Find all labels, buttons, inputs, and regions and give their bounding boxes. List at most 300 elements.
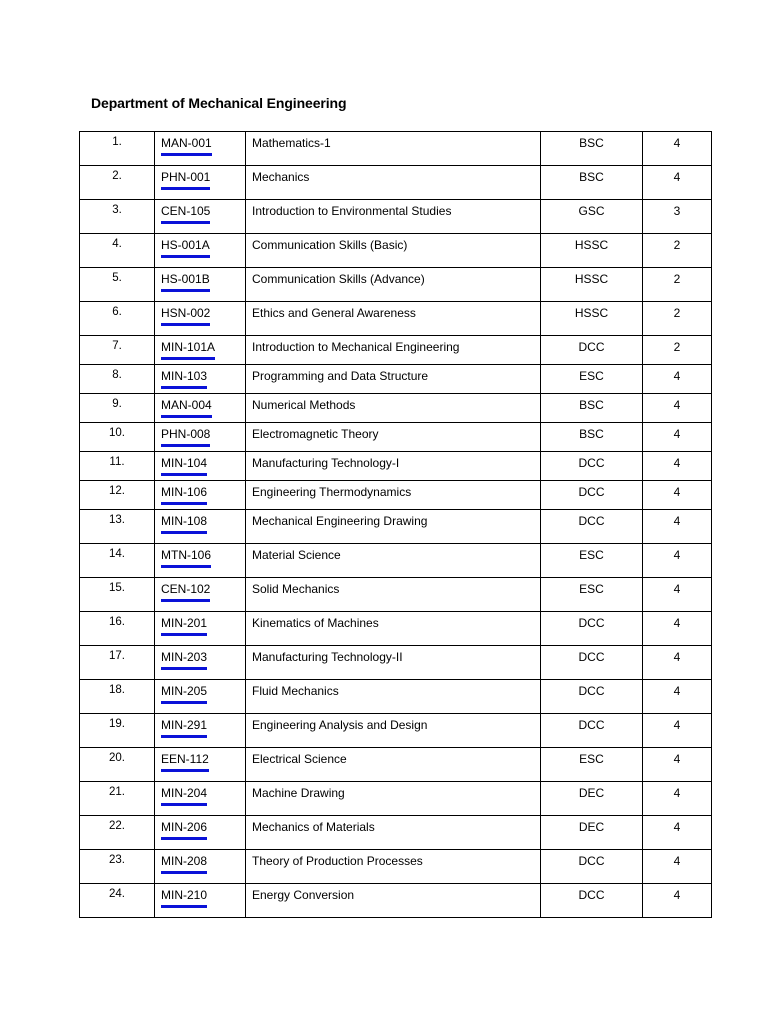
course-credits-cell — [643, 365, 712, 394]
table-row — [80, 612, 712, 646]
course-title-cell — [246, 544, 541, 578]
course-category-cell — [541, 544, 643, 578]
course-category-cell-text: ESC — [579, 369, 604, 383]
course-category-cell — [541, 132, 643, 166]
course-credits-cell-text: 4 — [673, 888, 681, 902]
course-code-link[interactable] — [161, 782, 207, 806]
row-number-cell-text: 8. — [112, 369, 122, 381]
row-number-cell-text: 6. — [112, 306, 122, 318]
course-title-cell-text: Manufacturing Technology-I — [252, 456, 400, 470]
link-underline — [161, 357, 215, 360]
link-underline — [161, 769, 209, 772]
row-number-cell — [80, 748, 155, 782]
course-code-link[interactable] — [161, 544, 211, 568]
link-underline — [161, 187, 210, 190]
course-title-cell — [246, 200, 541, 234]
course-credits-cell-text: 4 — [673, 854, 681, 868]
course-credits-cell-text: 4 — [673, 718, 681, 732]
course-credits-cell — [643, 234, 712, 268]
course-title-cell-text: Fluid Mechanics — [252, 684, 339, 698]
course-title-cell-text: Theory of Production Processes — [252, 854, 423, 868]
course-code-cell — [155, 132, 246, 166]
course-category-cell — [541, 268, 643, 302]
course-code-cell — [155, 578, 246, 612]
course-category-cell — [541, 714, 643, 748]
course-code-cell — [155, 748, 246, 782]
course-title-cell — [246, 884, 541, 918]
course-credits-cell — [643, 782, 712, 816]
course-category-cell-text: ESC — [579, 548, 604, 562]
course-category-cell-text: HSSC — [574, 238, 609, 252]
course-code-cell — [155, 481, 246, 510]
link-underline — [161, 221, 210, 224]
row-number-cell-text: 15. — [109, 582, 125, 594]
course-title-cell-text: Engineering Analysis and Design — [252, 718, 428, 732]
course-credits-cell — [643, 423, 712, 452]
course-credits-cell-text: 2 — [673, 340, 681, 354]
course-credits-cell — [643, 452, 712, 481]
course-title-cell-text: Introduction to Mechanical Engineering — [252, 340, 460, 354]
course-title-cell-text: Numerical Methods — [252, 398, 356, 412]
row-number-cell — [80, 166, 155, 200]
course-credits-cell — [643, 850, 712, 884]
course-category-cell — [541, 302, 643, 336]
row-number-cell-text: 11. — [109, 456, 125, 468]
course-code-text: CEN-102 — [161, 582, 211, 596]
course-code-text: MIN-203 — [161, 650, 208, 664]
course-category-cell-text: DCC — [578, 340, 605, 354]
course-category-cell — [541, 850, 643, 884]
course-category-cell — [541, 166, 643, 200]
row-number-cell — [80, 782, 155, 816]
course-code-cell — [155, 394, 246, 423]
course-code-cell — [155, 452, 246, 481]
course-category-cell — [541, 578, 643, 612]
link-underline — [161, 473, 207, 476]
row-number-cell — [80, 850, 155, 884]
course-code-text: PHN-008 — [161, 427, 211, 441]
course-credits-cell-text: 4 — [673, 786, 681, 800]
course-code-link[interactable] — [161, 884, 207, 908]
course-category-cell-text: DCC — [578, 684, 605, 698]
table-row — [80, 646, 712, 680]
table-row — [80, 132, 712, 166]
link-underline — [161, 735, 207, 738]
course-credits-cell — [643, 646, 712, 680]
link-underline — [161, 323, 210, 326]
course-title-cell-text: Solid Mechanics — [252, 582, 340, 596]
table-row — [80, 816, 712, 850]
course-title-cell-text: Manufacturing Technology-II — [252, 650, 403, 664]
course-code-text: HS-001A — [161, 238, 210, 252]
course-code-cell — [155, 336, 246, 365]
row-number-cell-text: 19. — [109, 718, 125, 730]
row-number-cell-text: 22. — [109, 820, 125, 832]
course-title-cell — [246, 365, 541, 394]
course-code-cell — [155, 268, 246, 302]
course-credits-cell — [643, 816, 712, 850]
course-title-cell-text: Mathematics-1 — [252, 136, 331, 150]
course-code-cell — [155, 365, 246, 394]
course-title-cell — [246, 680, 541, 714]
course-title-cell — [246, 481, 541, 510]
course-code-text: MAN-004 — [161, 398, 212, 412]
link-underline — [161, 289, 210, 292]
table-row — [80, 884, 712, 918]
course-code-text: MIN-210 — [161, 888, 208, 902]
course-code-text: PHN-001 — [161, 170, 211, 184]
course-code-link[interactable] — [161, 336, 215, 360]
course-category-cell — [541, 510, 643, 544]
course-credits-cell — [643, 578, 712, 612]
course-category-cell — [541, 612, 643, 646]
row-number-cell-text: 9. — [112, 398, 122, 410]
course-title-cell-text: Mechanics of Materials — [252, 820, 375, 834]
course-code-text: HS-001B — [161, 272, 210, 286]
course-credits-cell — [643, 394, 712, 423]
course-credits-cell — [643, 714, 712, 748]
course-category-cell — [541, 481, 643, 510]
link-underline — [161, 565, 211, 568]
row-number-cell — [80, 714, 155, 748]
course-credits-cell-text: 4 — [673, 548, 681, 562]
table-row — [80, 365, 712, 394]
table-row — [80, 336, 712, 365]
link-underline — [161, 905, 207, 908]
course-category-cell — [541, 234, 643, 268]
table-row — [80, 302, 712, 336]
link-underline — [161, 701, 207, 704]
course-code-cell — [155, 884, 246, 918]
row-number-cell — [80, 816, 155, 850]
link-underline — [161, 386, 207, 389]
course-title-cell — [246, 612, 541, 646]
course-title-cell-text: Mechanical Engineering Drawing — [252, 514, 428, 528]
table-row — [80, 452, 712, 481]
row-number-cell-text: 2. — [112, 170, 122, 182]
course-credits-cell — [643, 200, 712, 234]
course-code-text: MIN-204 — [161, 786, 208, 800]
course-credits-cell — [643, 336, 712, 365]
course-category-cell-text: HSSC — [574, 272, 609, 286]
row-number-cell-text: 10. — [109, 427, 125, 439]
course-code-text: MIN-104 — [161, 456, 208, 470]
row-number-cell-text: 12. — [109, 485, 125, 497]
table-row — [80, 680, 712, 714]
course-credits-cell — [643, 302, 712, 336]
course-code-link[interactable] — [161, 612, 207, 636]
course-credits-cell-text: 2 — [673, 272, 681, 286]
course-code-text: MIN-101A — [161, 340, 216, 354]
row-number-cell — [80, 268, 155, 302]
course-code-cell — [155, 423, 246, 452]
course-title-cell-text: Communication Skills (Basic) — [252, 238, 408, 252]
course-code-text: MIN-106 — [161, 485, 208, 499]
course-title-cell — [246, 132, 541, 166]
course-code-cell — [155, 200, 246, 234]
course-code-link[interactable] — [161, 714, 207, 738]
row-number-cell — [80, 234, 155, 268]
course-title-cell — [246, 268, 541, 302]
course-title-cell-text: Introduction to Environmental Studies — [252, 204, 452, 218]
course-code-cell — [155, 816, 246, 850]
course-code-link[interactable] — [161, 748, 209, 772]
course-credits-cell — [643, 268, 712, 302]
page-title: Department of Mechanical Engineering — [91, 95, 347, 111]
course-title-cell-text: Material Science — [252, 548, 341, 562]
course-code-text: MIN-205 — [161, 684, 208, 698]
course-code-text: MIN-108 — [161, 514, 208, 528]
course-credits-cell-text: 4 — [673, 427, 681, 441]
course-category-cell — [541, 816, 643, 850]
course-credits-cell — [643, 166, 712, 200]
course-category-cell — [541, 336, 643, 365]
row-number-cell — [80, 336, 155, 365]
table-row — [80, 423, 712, 452]
course-title-cell-text: Ethics and General Awareness — [252, 306, 416, 320]
course-code-link[interactable] — [161, 200, 210, 224]
course-title-cell — [246, 336, 541, 365]
row-number-cell — [80, 394, 155, 423]
course-title-cell — [246, 816, 541, 850]
course-title-cell-text: Electromagnetic Theory — [252, 427, 379, 441]
course-code-link[interactable] — [161, 481, 207, 505]
course-code-cell — [155, 544, 246, 578]
row-number-cell-text: 5. — [112, 272, 122, 284]
table-row — [80, 748, 712, 782]
row-number-cell-text: 16. — [109, 616, 125, 628]
course-code-link[interactable] — [161, 365, 207, 389]
course-category-cell — [541, 423, 643, 452]
course-category-cell-text: ESC — [579, 582, 604, 596]
link-underline — [161, 502, 207, 505]
course-credits-cell-text: 3 — [673, 204, 681, 218]
course-title-cell — [246, 782, 541, 816]
course-code-link[interactable] — [161, 234, 210, 258]
table-row — [80, 268, 712, 302]
course-category-cell-text: DEC — [578, 786, 605, 800]
row-number-cell-text: 1. — [112, 136, 122, 148]
link-underline — [161, 633, 207, 636]
course-title-cell — [246, 510, 541, 544]
course-credits-cell — [643, 544, 712, 578]
course-code-link[interactable] — [161, 850, 207, 874]
course-credits-cell-text: 4 — [673, 616, 681, 630]
course-credits-cell-text: 4 — [673, 170, 681, 184]
course-title-cell-text: Programming and Data Structure — [252, 369, 429, 383]
course-code-text: HSN-002 — [161, 306, 211, 320]
course-category-cell-text: DCC — [578, 485, 605, 499]
course-code-cell — [155, 646, 246, 680]
link-underline — [161, 803, 207, 806]
table-row — [80, 544, 712, 578]
table-row — [80, 200, 712, 234]
course-title-cell-text: Engineering Thermodynamics — [252, 485, 412, 499]
link-underline — [161, 415, 212, 418]
row-number-cell-text: 13. — [109, 514, 125, 526]
link-underline — [161, 444, 210, 447]
table-row — [80, 714, 712, 748]
course-category-cell-text: ESC — [579, 752, 604, 766]
course-code-cell — [155, 850, 246, 884]
link-underline — [161, 871, 207, 874]
row-number-cell-text: 3. — [112, 204, 122, 216]
course-title-cell — [246, 714, 541, 748]
course-category-cell — [541, 394, 643, 423]
course-table-body — [80, 132, 712, 918]
course-title-cell — [246, 302, 541, 336]
course-category-cell-text: DCC — [578, 514, 605, 528]
course-category-cell — [541, 748, 643, 782]
course-credits-cell-text: 4 — [673, 582, 681, 596]
course-code-text: MIN-208 — [161, 854, 208, 868]
row-number-cell-text: 20. — [109, 752, 125, 764]
course-category-cell-text: DEC — [578, 820, 605, 834]
row-number-cell — [80, 578, 155, 612]
course-category-cell — [541, 884, 643, 918]
course-code-text: MIN-206 — [161, 820, 208, 834]
course-credits-cell-text: 4 — [673, 650, 681, 664]
course-title-cell — [246, 423, 541, 452]
link-underline — [161, 153, 212, 156]
course-credits-cell-text: 4 — [673, 820, 681, 834]
course-code-link[interactable] — [161, 816, 207, 840]
course-credits-cell-text: 4 — [673, 369, 681, 383]
row-number-cell — [80, 544, 155, 578]
course-code-link[interactable] — [161, 510, 207, 534]
course-category-cell — [541, 782, 643, 816]
table-row — [80, 481, 712, 510]
row-number-cell-text: 21. — [109, 786, 125, 798]
course-category-cell — [541, 646, 643, 680]
row-number-cell — [80, 452, 155, 481]
course-category-cell-text: DCC — [578, 650, 605, 664]
row-number-cell-text: 18. — [109, 684, 125, 696]
course-category-cell-text: DCC — [578, 718, 605, 732]
course-code-link[interactable] — [161, 452, 207, 476]
course-title-cell-text: Mechanics — [252, 170, 310, 184]
course-category-cell-text: DCC — [578, 888, 605, 902]
row-number-cell — [80, 612, 155, 646]
course-category-cell — [541, 680, 643, 714]
course-code-cell — [155, 510, 246, 544]
row-number-cell — [80, 646, 155, 680]
table-row — [80, 166, 712, 200]
course-code-text: MIN-201 — [161, 616, 208, 630]
course-code-text: EEN-112 — [161, 752, 209, 766]
course-category-cell-text: DCC — [578, 854, 605, 868]
row-number-cell — [80, 302, 155, 336]
course-code-link[interactable] — [161, 166, 210, 190]
row-number-cell — [80, 200, 155, 234]
row-number-cell — [80, 423, 155, 452]
course-code-link[interactable] — [161, 394, 212, 418]
course-code-text: MIN-291 — [161, 718, 208, 732]
table-row — [80, 510, 712, 544]
row-number-cell — [80, 132, 155, 166]
course-credits-cell — [643, 884, 712, 918]
course-code-text: MTN-106 — [161, 548, 212, 562]
course-code-link[interactable] — [161, 423, 210, 447]
link-underline — [161, 837, 207, 840]
course-title-cell — [246, 394, 541, 423]
link-underline — [161, 667, 207, 670]
course-code-link[interactable] — [161, 132, 212, 156]
course-category-cell-text: BSC — [579, 170, 604, 184]
course-credits-cell-text: 2 — [673, 306, 681, 320]
course-title-cell-text: Machine Drawing — [252, 786, 345, 800]
course-category-cell-text: HSSC — [574, 306, 609, 320]
course-title-cell — [246, 166, 541, 200]
link-underline — [161, 599, 210, 602]
course-credits-cell — [643, 481, 712, 510]
course-credits-cell-text: 4 — [673, 398, 681, 412]
course-table — [79, 131, 712, 918]
course-credits-cell-text: 4 — [673, 485, 681, 499]
row-number-cell — [80, 680, 155, 714]
course-code-link[interactable] — [161, 578, 210, 602]
course-title-cell — [246, 748, 541, 782]
row-number-cell — [80, 365, 155, 394]
course-credits-cell-text: 2 — [673, 238, 681, 252]
course-code-cell — [155, 782, 246, 816]
course-code-link[interactable] — [161, 268, 210, 292]
course-category-cell-text: DCC — [578, 616, 605, 630]
row-number-cell — [80, 481, 155, 510]
course-title-cell-text: Kinematics of Machines — [252, 616, 379, 630]
row-number-cell — [80, 884, 155, 918]
course-code-cell — [155, 234, 246, 268]
table-row — [80, 234, 712, 268]
course-title-cell — [246, 578, 541, 612]
table-row — [80, 782, 712, 816]
course-credits-cell — [643, 748, 712, 782]
row-number-cell-text: 24. — [109, 888, 125, 900]
course-credits-cell-text: 4 — [673, 752, 681, 766]
row-number-cell-text: 23. — [109, 854, 125, 866]
course-code-text: CEN-105 — [161, 204, 211, 218]
course-category-cell-text: GSC — [578, 204, 605, 218]
course-title-cell — [246, 452, 541, 481]
course-code-link[interactable] — [161, 302, 210, 326]
course-category-cell — [541, 452, 643, 481]
course-category-cell-text: DCC — [578, 456, 605, 470]
course-title-cell-text: Energy Conversion — [252, 888, 355, 902]
row-number-cell-text: 17. — [109, 650, 125, 662]
course-code-cell — [155, 302, 246, 336]
table-row — [80, 850, 712, 884]
course-credits-cell-text: 4 — [673, 136, 681, 150]
course-category-cell-text: BSC — [579, 398, 604, 412]
course-code-link[interactable] — [161, 680, 207, 704]
course-credits-cell — [643, 680, 712, 714]
row-number-cell-text: 4. — [112, 238, 122, 250]
course-credits-cell — [643, 510, 712, 544]
course-title-cell — [246, 646, 541, 680]
row-number-cell-text: 7. — [112, 340, 122, 352]
course-code-cell — [155, 612, 246, 646]
course-code-text: MIN-103 — [161, 369, 208, 383]
course-code-cell — [155, 166, 246, 200]
course-credits-cell — [643, 612, 712, 646]
link-underline — [161, 531, 207, 534]
table-row — [80, 394, 712, 423]
course-credits-cell-text: 4 — [673, 514, 681, 528]
course-code-link[interactable] — [161, 646, 207, 670]
table-row — [80, 578, 712, 612]
course-credits-cell-text: 4 — [673, 456, 681, 470]
course-credits-cell — [643, 132, 712, 166]
